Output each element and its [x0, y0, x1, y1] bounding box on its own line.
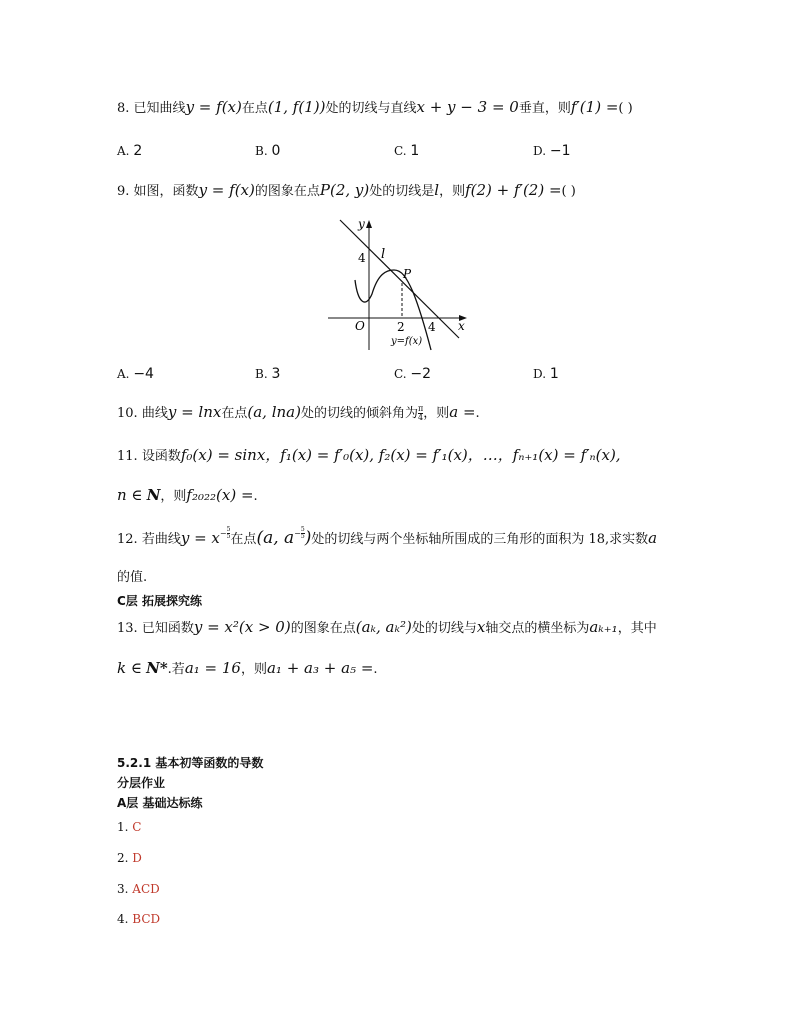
q11-ask: f₂₀₂₂(x) = [186, 486, 254, 504]
q13-pre: 已知函数 [141, 621, 194, 636]
section-a-heading: A层 基础达标练 [117, 796, 203, 810]
q8-mid1: 在点 [241, 101, 268, 116]
q9-number: 9. [117, 184, 130, 199]
q8-option-d: D. −1 [533, 143, 571, 159]
q12-number: 12. [117, 532, 138, 547]
q9-l: l [434, 181, 440, 199]
question-10: 10. 曲线y = lnx在点(a, lna)处的切线的倾斜角为 $\frac{\pi}{4}$ ，则a =. [117, 403, 480, 422]
question-8 [117, 97, 633, 116]
question-12: 12. 若曲线$y = x^{- \frac{5}{5}}$ 在点(a, $a^{- \frac{5}{5}}$ )处的切线与两个坐标轴所围成的三角形的面积为 18,求实数a [117, 526, 658, 548]
label-y: y [358, 217, 365, 231]
answer-item: 3. ACD [117, 882, 160, 896]
q13-ask: a₁ + a₃ + a₅ = [266, 659, 374, 677]
q10-fraction: $\frac{\pi}{4}$ [417, 404, 424, 422]
q9-pre: 如图，函数 [133, 184, 199, 199]
q12-mid1: 在点 [230, 532, 257, 547]
q11-line1: f₀(x) = sinx，f₁(x) = f′₀(x), f₂(x) = f′₁(x)，…，fₙ₊₁(x) = f′ₙ(x), [180, 446, 621, 464]
q9-option-d: D. 1 [533, 366, 559, 382]
q8-func: y = f(x) [185, 98, 242, 116]
q10-number: 10. [117, 406, 138, 421]
q8-option-b: B. 0 [255, 143, 281, 159]
label-P: P [403, 267, 412, 281]
q10-mid2: 处的切线的倾斜角为 [300, 406, 418, 421]
q11-N: N [146, 486, 161, 504]
q13-N: N* [146, 659, 168, 677]
answer-item: 1. C [117, 820, 142, 834]
question-9 [117, 180, 576, 199]
q9-point: P(2, y) [319, 181, 370, 199]
q8-option-c: C. 1 [394, 143, 420, 159]
question-13-line2: k ∈ N*.若a₁ = 16，则a₁ + a₃ + a₅ =. [117, 659, 378, 677]
q13-point: (aₖ, aₖ²) [355, 618, 412, 636]
q8-ask: f′(1) = [570, 98, 619, 116]
q13-number: 13. [117, 621, 138, 636]
q10-mid1: 在点 [221, 406, 248, 421]
q9-figure [322, 212, 472, 360]
q9-option-c: C. −2 [394, 366, 432, 382]
q10-mid3: ，则 [423, 406, 450, 421]
q12-pre: 若曲线 [141, 532, 181, 547]
q13-func: y = x²(x > 0) [193, 618, 291, 636]
q8-option-a: A. 2 [117, 143, 143, 159]
q8-pre: 已知曲线 [133, 101, 186, 116]
q9-mid1: 的图象在点 [254, 184, 320, 199]
q9-paren: ( ) [561, 184, 576, 199]
question-12-line2: 的值. [117, 570, 148, 585]
q8-line-eq: x + y − 3 = 0 [416, 98, 519, 116]
q10-point: (a, lna) [247, 403, 301, 421]
q9-option-a: A. −4 [117, 366, 154, 382]
q8-paren: ( ) [618, 101, 633, 116]
answer-value: D [132, 851, 142, 865]
q12-mid2: 处的切线与两个坐标轴所围成的三角形的面积为 18,求实数 [311, 532, 649, 547]
label-tick-4-x: 4 [428, 320, 436, 334]
q9-func: y = f(x) [198, 181, 255, 199]
answers-title: 5.2.1 基本初等函数的导数 [117, 756, 264, 770]
q10-func: y = lnx [167, 403, 222, 421]
question-11 [117, 444, 621, 465]
label-tick-2-x: 2 [397, 320, 405, 334]
question-13: 13. 已知函数y = x²(x > 0)的图象在点(aₖ, aₖ²)处的切线与x轴交点的横坐标为aₖ₊₁，其中 [117, 618, 657, 636]
y-axis-arrow [366, 220, 372, 228]
q13-ak1: aₖ₊₁ [589, 618, 618, 636]
answer-item: 4. BCD [117, 912, 161, 926]
q9-ask: f(2) + f′(2) = [465, 181, 562, 199]
label-curve: y=f(x) [391, 336, 423, 347]
section-c-heading: C层 拓展探究练 [117, 594, 202, 608]
label-origin: O [355, 319, 365, 333]
label-x: x [458, 319, 465, 333]
label-tick-4-y: 4 [358, 251, 366, 265]
q8-mid2: 处的切线与直线 [325, 101, 417, 116]
q9-mid2: 处的切线是 [369, 184, 435, 199]
answer-value: C [132, 820, 142, 834]
label-l: l [381, 247, 386, 262]
answer-value: BCD [132, 912, 161, 926]
q9-option-b: B. 3 [255, 366, 281, 382]
q8-number: 8. [117, 101, 130, 116]
q9-mid3: ，则 [439, 184, 466, 199]
q11-pre: 设函数 [141, 449, 181, 464]
q8-point: (1, f(1)) [267, 98, 326, 116]
q11-number: 11. [117, 449, 138, 464]
answers-subtitle: 分层作业 [117, 776, 166, 790]
q12-func: y = x [180, 529, 220, 547]
question-11-line2: n ∈ N，则f₂₀₂₂(x) =. [117, 486, 258, 504]
q10-ask: a = [449, 403, 476, 421]
q10-pre: 曲线 [141, 406, 168, 421]
answer-value: ACD [132, 882, 160, 896]
answer-item: 2. D [117, 851, 142, 865]
q8-mid3: 垂直，则 [518, 101, 571, 116]
q12-point: (a, a [256, 528, 295, 548]
